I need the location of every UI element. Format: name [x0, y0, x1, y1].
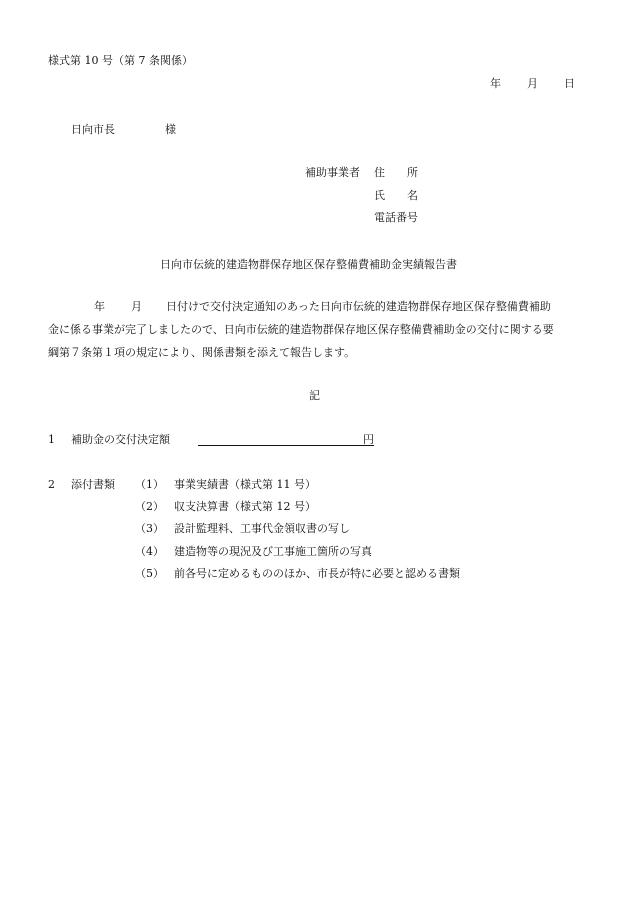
attachment-number: （5）	[135, 567, 164, 580]
recipient-name: 日向市長	[71, 123, 115, 136]
attachment-text: 前各号に定めるもののほか、市長が特に必要と認める書類	[174, 567, 460, 580]
form-number: 様式第 10 号（第 7 条関係）	[48, 54, 193, 67]
address-label: 住 所	[374, 166, 418, 179]
attachment-text: 建造物等の現況及び工事施工箇所の写真	[174, 545, 372, 558]
attachment-number: （2）	[135, 500, 164, 513]
date-month: 月	[527, 77, 538, 90]
body-month: 月	[131, 300, 142, 313]
body-line-3: 綱第７条第１項の規定により、関係書類を添えて報告します。	[48, 346, 356, 359]
item-2-label: 添付書類	[71, 478, 115, 491]
ki-heading: 記	[309, 389, 320, 402]
item-2-number: 2	[48, 478, 55, 491]
attachment-number: （3）	[135, 522, 164, 535]
item-1-label: 補助金の交付決定額	[71, 433, 170, 446]
item-1-unit: 円	[363, 433, 374, 446]
date-day: 日	[564, 77, 575, 90]
attachment-number: （4）	[135, 545, 164, 558]
name-label: 氏 名	[374, 189, 418, 202]
applicant-label: 補助事業者	[305, 166, 360, 179]
attachment-text: 収支決算書（様式第 12 号）	[174, 500, 316, 513]
body-line-1: 日付けで交付決定通知のあった日向市伝統的建造物群保存地区保存整備費補助	[166, 300, 551, 313]
body-line-2: 金に係る事業が完了しましたので、日向市伝統的建造物群保存地区保存整備費補助金の交付に関する要	[48, 323, 554, 336]
amount-field[interactable]	[198, 432, 374, 446]
attachment-text: 事業実績書（様式第 11 号）	[174, 478, 316, 491]
attachment-number: （1）	[135, 478, 164, 491]
item-1-number: 1	[48, 433, 55, 446]
date-year: 年	[490, 77, 501, 90]
body-year: 年	[94, 300, 105, 313]
phone-label: 電話番号	[374, 211, 418, 224]
attachment-text: 設計監理料、工事代金領収書の写し	[174, 522, 350, 535]
recipient-honorific: 様	[165, 123, 176, 136]
document-title: 日向市伝統的建造物群保存地区保存整備費補助金実績報告書	[160, 258, 457, 271]
